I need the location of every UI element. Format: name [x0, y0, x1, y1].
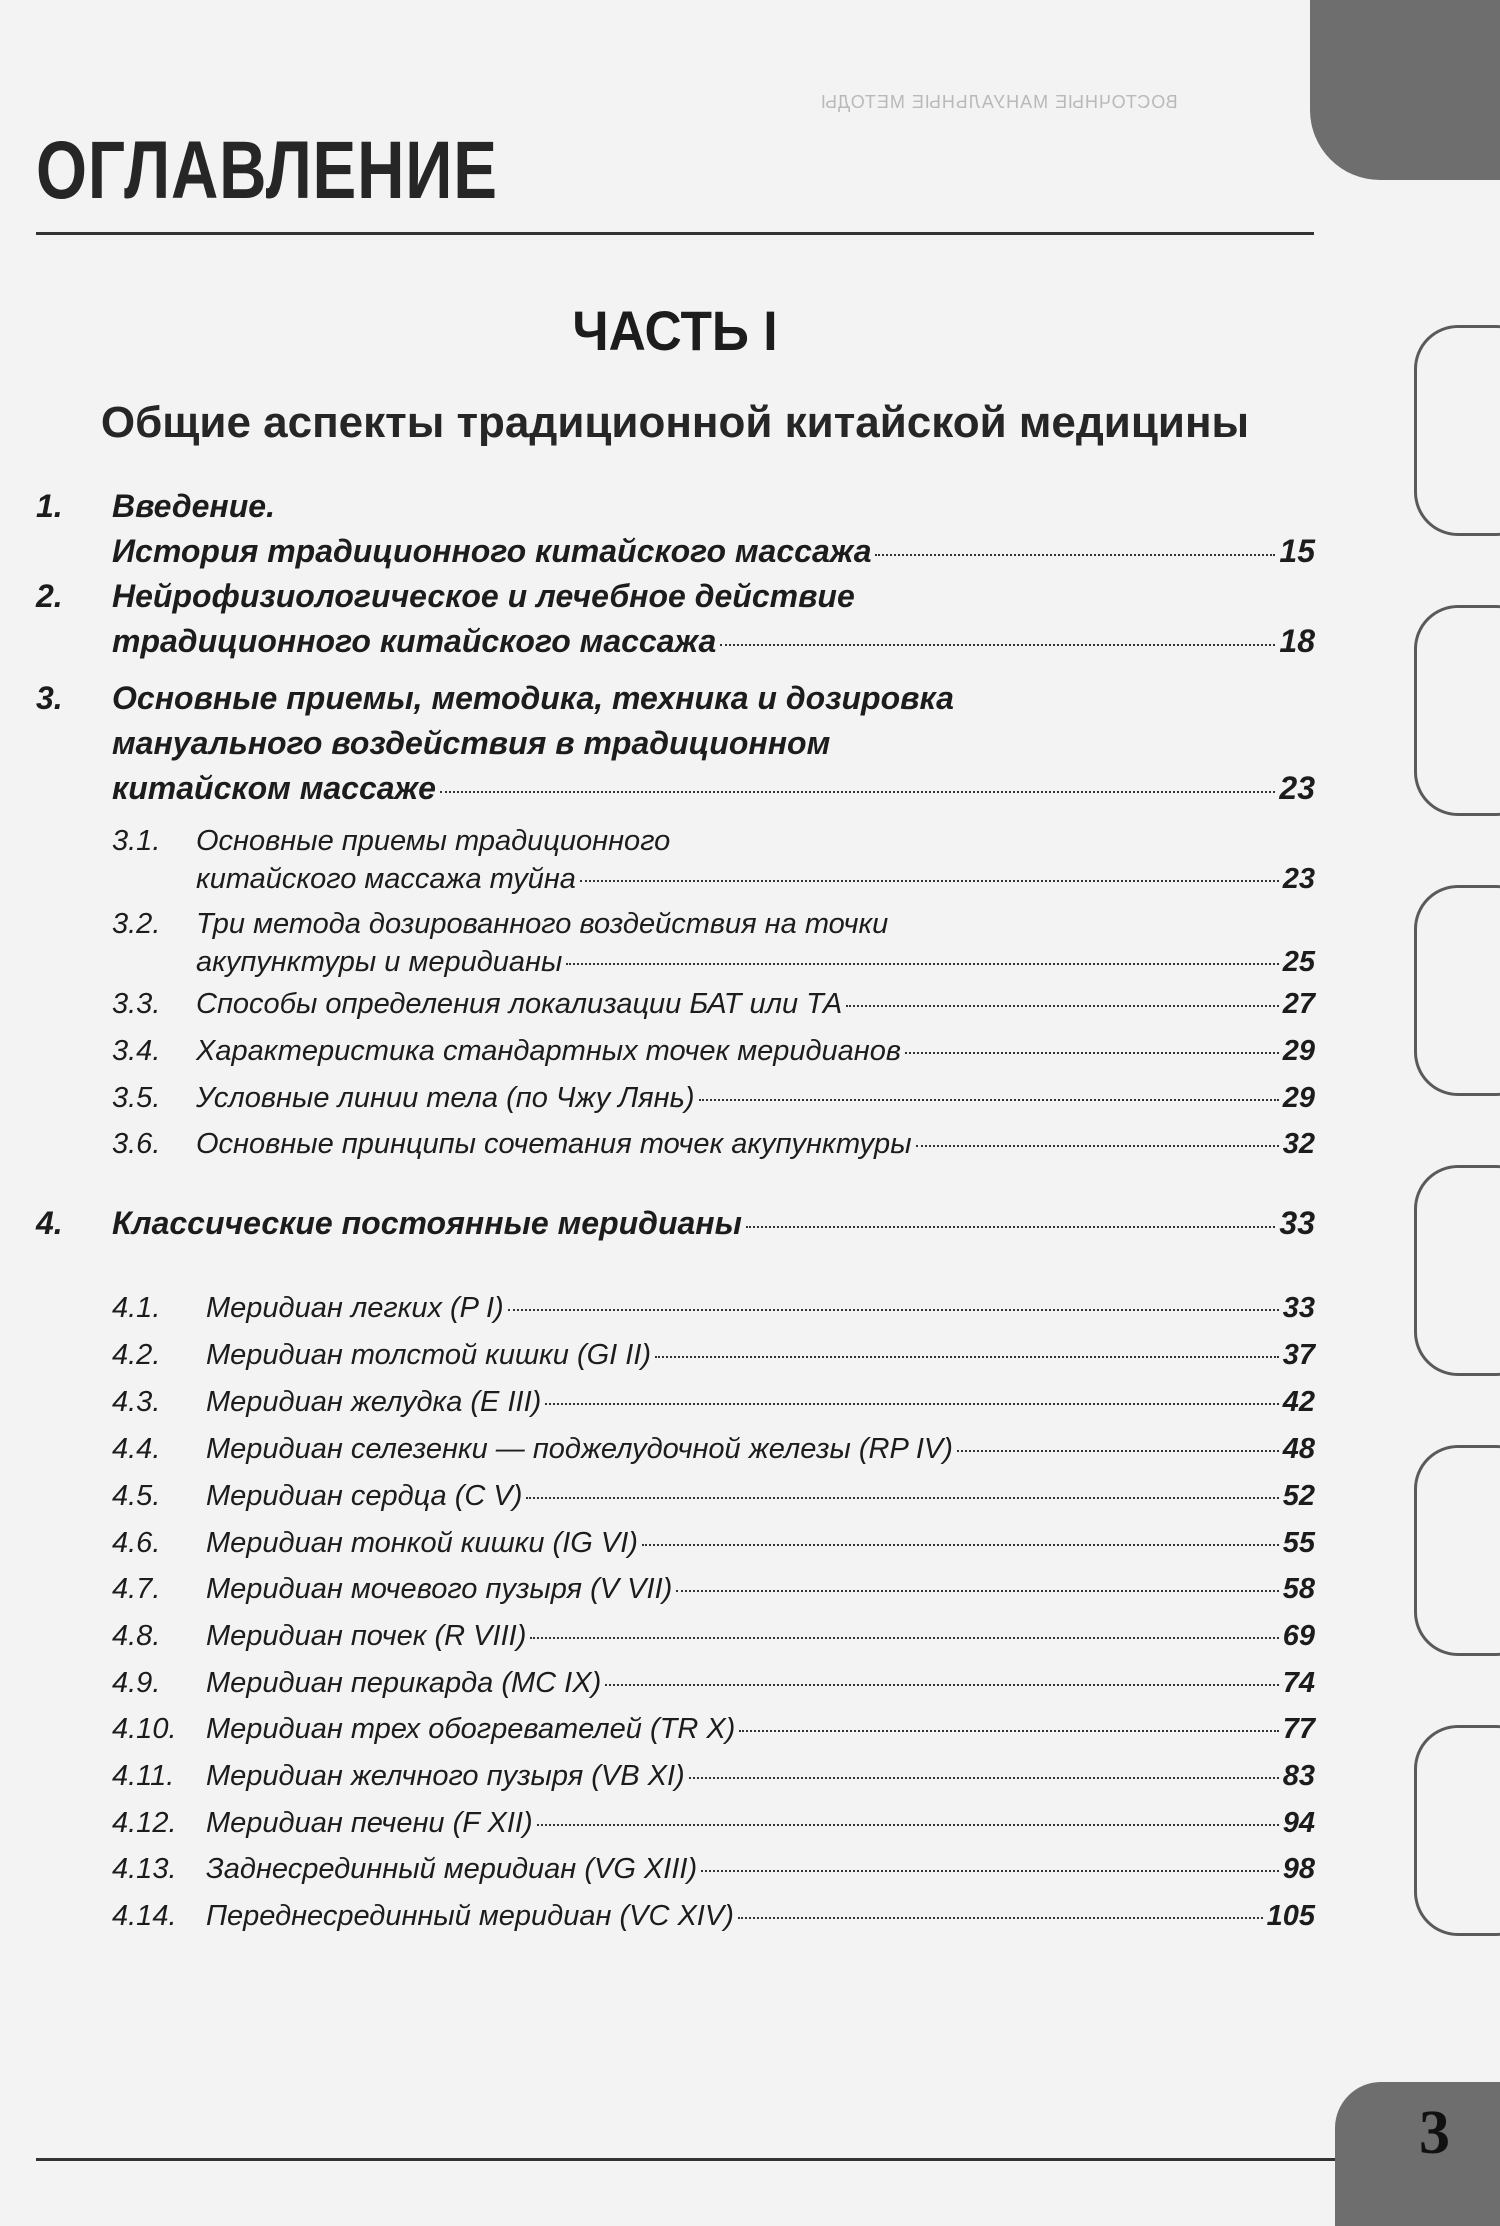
toc-leader-dots [875, 554, 1275, 556]
toc-entry-number: 4.11. [112, 1760, 175, 1792]
toc-page-number: 23 [1279, 770, 1315, 806]
toc-entry-text: китайского массажа туйна [196, 863, 576, 895]
side-tab [1414, 1725, 1500, 1936]
toc-entry-text: Способы определения локализации БАТ или ТА [196, 988, 843, 1020]
toc-entry[interactable] [206, 1900, 1315, 1933]
toc-entry-text: Условные линии тела (по Чжу Лянь) [196, 1082, 695, 1114]
toc-leader-dots [580, 880, 1279, 882]
toc-entry[interactable] [112, 533, 1315, 570]
toc-entry-number: 3.5. [112, 1082, 161, 1114]
toc-leader-dots [739, 1730, 1278, 1732]
toc-entry[interactable] [206, 1620, 1315, 1653]
toc-page-number: 58 [1282, 1573, 1315, 1605]
toc-entry-number: 1. [36, 488, 63, 524]
toc-entry-text: Меридиан печени (F XII) [206, 1807, 533, 1839]
toc-page-number: 52 [1282, 1480, 1315, 1512]
page-number: 3 [1419, 2099, 1450, 2167]
toc-entry-text: Классические постоянные меридианы [112, 1205, 742, 1241]
toc-leader-dots [526, 1497, 1278, 1499]
toc-leader-dots [846, 1005, 1279, 1007]
toc-page-number: 74 [1282, 1667, 1315, 1699]
toc-entry[interactable] [206, 1667, 1315, 1700]
toc-page-number: 94 [1282, 1807, 1315, 1839]
toc-entry-number: 3.6. [112, 1128, 161, 1160]
toc-entry[interactable] [196, 988, 1315, 1021]
toc-entry-number: 2. [36, 578, 63, 614]
toc-entry-text: История традиционного китайского массажа [112, 533, 872, 569]
toc-page-number: 33 [1282, 1292, 1315, 1324]
toc-entry[interactable] [196, 863, 1315, 896]
toc-page-number: 55 [1282, 1527, 1315, 1559]
toc-leader-dots [689, 1777, 1279, 1779]
corner-tab [1310, 0, 1500, 180]
toc-entry-number: 4.10. [112, 1713, 177, 1745]
toc-entry-text: Меридиан трех обогревателей (TR X) [206, 1713, 736, 1745]
toc-page-number: 48 [1282, 1433, 1315, 1465]
toc-page-number: 105 [1266, 1900, 1315, 1932]
toc-entry-number: 4.9. [112, 1667, 161, 1699]
toc-entry-text: Нейрофизиологическое и лечебное действие [112, 578, 855, 614]
toc-entry-number: 4.4. [112, 1433, 161, 1465]
toc-entry[interactable] [112, 1205, 1315, 1242]
toc-entry-text: Меридиан сердца (C V) [206, 1480, 523, 1512]
toc-entry-text: Меридиан почек (R VIII) [206, 1620, 527, 1652]
toc-entry-text: Заднесрединный меридиан (VG XIII) [206, 1853, 698, 1885]
part-subtitle: Общие аспекты традиционной китайской медицины [100, 398, 1250, 447]
toc-leader-dots [545, 1403, 1278, 1405]
toc-entry[interactable] [196, 1035, 1315, 1068]
page-number-tab [1335, 2082, 1500, 2226]
toc-page-number: 27 [1282, 988, 1315, 1020]
side-tab [1414, 1165, 1500, 1376]
footer-rule [36, 2158, 1336, 2161]
toc-entry-text: Переднесрединный меридиан (VC XIV) [206, 1900, 734, 1932]
toc-page-number: 32 [1282, 1128, 1315, 1160]
toc-leader-dots [508, 1309, 1279, 1311]
toc-entry-text: Меридиан толстой кишки (GI II) [206, 1339, 652, 1371]
toc-entry-text: Основные принципы сочетания точек акупунктуры [196, 1128, 912, 1160]
toc-entry-number: 4.1. [112, 1292, 161, 1324]
toc-entry-number: 4.2. [112, 1339, 161, 1371]
toc-page-number: 15 [1279, 533, 1315, 569]
toc-entry-text: мануального воздействия в традиционном [112, 725, 831, 761]
toc-entry[interactable] [196, 1128, 1315, 1161]
toc-leader-dots [738, 1917, 1263, 1919]
toc-entry[interactable] [206, 1527, 1315, 1560]
toc-entry-text: Меридиан желудка (E III) [206, 1386, 542, 1418]
side-tab [1414, 1445, 1500, 1656]
toc-leader-dots [957, 1450, 1279, 1452]
toc-entry-text: Основные приемы традиционного [196, 825, 671, 857]
toc-entry[interactable] [196, 946, 1315, 979]
toc-leader-dots [916, 1145, 1279, 1147]
part-title: ЧАСТЬ I [572, 299, 778, 362]
toc-entry[interactable] [206, 1713, 1315, 1746]
toc-leader-dots [655, 1356, 1279, 1358]
toc-entry-text: акупунктуры и меридианы [196, 946, 563, 978]
toc-entry-number: 4.6. [112, 1527, 161, 1559]
toc-entry-number: 4.14. [112, 1900, 177, 1932]
side-tab [1414, 325, 1500, 536]
toc-page-number: 42 [1282, 1386, 1315, 1418]
toc-entry[interactable] [206, 1433, 1315, 1466]
toc-entry-text: Меридиан мочевого пузыря (V VII) [206, 1573, 673, 1605]
toc-entry-text: китайском массаже [112, 770, 436, 806]
toc-page-number: 77 [1282, 1713, 1315, 1745]
toc-page-number: 18 [1279, 623, 1315, 659]
toc-page-number: 29 [1282, 1082, 1315, 1114]
toc-entry-text: Три метода дозированного воздействия на точки [196, 908, 889, 940]
toc-leader-dots [676, 1590, 1278, 1592]
toc-entry[interactable] [206, 1480, 1315, 1513]
toc-entry[interactable] [206, 1573, 1315, 1606]
toc-page-number: 83 [1282, 1760, 1315, 1792]
toc-page-number: 69 [1282, 1620, 1315, 1652]
toc-entry-number: 4.5. [112, 1480, 161, 1512]
toc-entry-number: 4.7. [112, 1573, 161, 1605]
toc-page-number: 98 [1282, 1853, 1315, 1885]
toc-entry-number: 4.12. [112, 1807, 177, 1839]
toc-leader-dots [440, 791, 1276, 793]
toc-entry-text: Характеристика стандартных точек меридианов [196, 1035, 901, 1067]
toc-entry[interactable] [206, 1760, 1315, 1793]
toc-entry-number: 3.3. [112, 988, 161, 1020]
toc-entry-text: Основные приемы, методика, техника и дозировка [112, 680, 954, 716]
toc-entry-text: Меридиан селезенки — поджелудочной железы (RP IV) [206, 1433, 953, 1465]
toc-leader-dots [605, 1684, 1279, 1686]
side-tab [1414, 605, 1500, 816]
toc-entry-number: 3. [36, 680, 63, 716]
toc-entry[interactable] [206, 1292, 1315, 1325]
toc-entry[interactable] [206, 1853, 1315, 1886]
toc-entry-number: 3.2. [112, 908, 161, 940]
toc-entry[interactable] [206, 1386, 1315, 1419]
toc-leader-dots [701, 1870, 1279, 1872]
toc-leader-dots [720, 644, 1275, 646]
toc-entry-text: Введение. [112, 488, 275, 524]
toc-entry-number: 4.13. [112, 1853, 177, 1885]
page-title: ОГЛАВЛЕНИЕ [36, 125, 498, 216]
toc-page-number: 29 [1282, 1035, 1315, 1067]
toc-leader-dots [905, 1052, 1279, 1054]
toc-entry-text: традиционного китайского массажа [112, 623, 717, 659]
toc-entry-number: 3.1. [112, 825, 161, 857]
toc-entry-number: 4.8. [112, 1620, 161, 1652]
toc-entry-number: 3.4. [112, 1035, 161, 1067]
toc-leader-dots [537, 1824, 1279, 1826]
toc-entry-number: 4. [36, 1205, 63, 1241]
toc-entry-text: Меридиан желчного пузыря (VB XI) [206, 1760, 685, 1792]
toc-entry-number: 4.3. [112, 1386, 161, 1418]
toc-entry[interactable] [206, 1807, 1315, 1840]
toc-leader-dots [566, 963, 1278, 965]
toc-entry[interactable] [112, 770, 1315, 807]
toc-entry-text: Меридиан тонкой кишки (IG VI) [206, 1527, 638, 1559]
toc-entry[interactable] [112, 623, 1315, 660]
side-tab [1414, 885, 1500, 1096]
toc-leader-dots [642, 1544, 1279, 1546]
toc-page-number: 23 [1282, 863, 1315, 895]
running-head: ВОСТОЧНЫЕ МАНУАЛЬНЫЕ МЕТОДЫ [820, 92, 1178, 112]
toc-entry-text: Меридиан перикарда (MC IX) [206, 1667, 602, 1699]
toc-page-number: 37 [1282, 1339, 1315, 1371]
toc-page-number: 33 [1279, 1205, 1315, 1241]
toc-entry-text: Меридиан легких (P I) [206, 1292, 504, 1324]
toc-page-number: 25 [1282, 946, 1315, 978]
toc-leader-dots [699, 1099, 1279, 1101]
toc-leader-dots [530, 1637, 1278, 1639]
title-divider [36, 232, 1314, 235]
toc-leader-dots [746, 1226, 1275, 1228]
toc-entry[interactable] [196, 1082, 1315, 1115]
toc-entry[interactable] [206, 1339, 1315, 1372]
